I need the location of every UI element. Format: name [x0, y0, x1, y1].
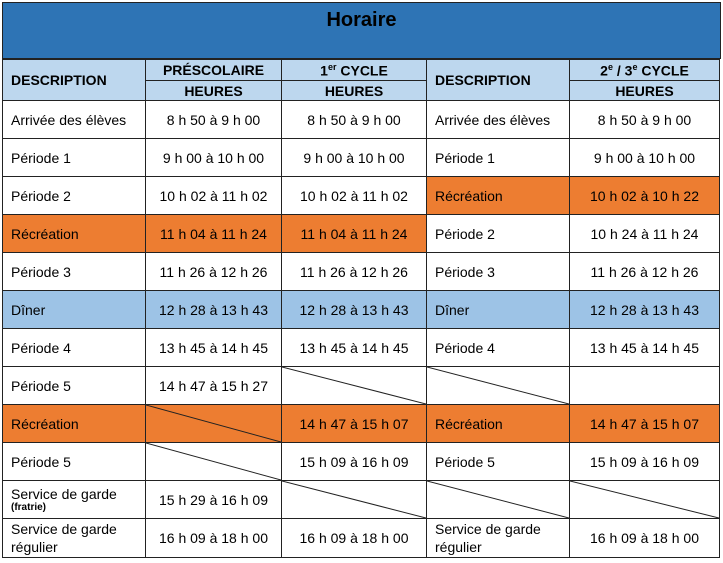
- time-cycle23: 8 h 50 à 9 h 00: [570, 101, 720, 139]
- row-label-left: Période 5: [3, 443, 146, 481]
- row-label-right: Période 2: [427, 215, 570, 253]
- header-cycle23: 2e / 3e CYCLE: [570, 60, 720, 81]
- time-cycle23: 16 h 09 à 18 h 00: [570, 519, 720, 558]
- table-row: [3, 519, 720, 558]
- time-cycle23: 9 h 00 à 10 h 00: [570, 139, 720, 177]
- row-label-right: Période 3: [427, 253, 570, 291]
- table-row: [3, 215, 720, 253]
- row-label-right: Service de garde régulier: [427, 519, 570, 558]
- table-row: [3, 443, 720, 481]
- empty-cell-slash: [427, 481, 570, 519]
- time-prescolaire: 10 h 02 à 11 h 02: [146, 177, 282, 215]
- header-heures-cycle1: HEURES: [282, 81, 427, 101]
- time-cycle23: 14 h 47 à 15 h 07: [570, 405, 720, 443]
- row-label-right: Dîner: [427, 291, 570, 329]
- row-label-left: Arrivée des élèves: [3, 101, 146, 139]
- table-row: [3, 139, 720, 177]
- table-row: [3, 253, 720, 291]
- row-label-sub: (fratrie): [11, 502, 47, 513]
- time-prescolaire: 14 h 47 à 15 h 27: [146, 367, 282, 405]
- empty-cell-slash: [570, 481, 720, 519]
- time-cycle1: 11 h 26 à 12 h 26: [282, 253, 427, 291]
- time-prescolaire: 11 h 26 à 12 h 26: [146, 253, 282, 291]
- empty-cell-slash: [282, 367, 427, 405]
- row-label-right: Période 4: [427, 329, 570, 367]
- header-description-right: DESCRIPTION: [427, 60, 570, 101]
- row-label-left: Récréation: [3, 405, 146, 443]
- row-label-right: Récréation: [427, 405, 570, 443]
- time-cycle23: 10 h 02 à 10 h 22: [570, 177, 720, 215]
- time-cycle23: 12 h 28 à 13 h 43: [570, 291, 720, 329]
- time-prescolaire: 8 h 50 à 9 h 00: [146, 101, 282, 139]
- empty-cell: [570, 367, 720, 405]
- row-label-left: Récréation: [3, 215, 146, 253]
- empty-cell-slash: [146, 405, 282, 443]
- time-cycle23: 11 h 26 à 12 h 26: [570, 253, 720, 291]
- row-label-left: Période 4: [3, 329, 146, 367]
- row-label-left: Période 1: [3, 139, 146, 177]
- page-title: Horaire: [326, 9, 397, 31]
- time-cycle1: 13 h 45 à 14 h 45: [282, 329, 427, 367]
- table-row: [3, 291, 720, 329]
- empty-cell-slash: [282, 481, 427, 519]
- row-label-left: Dîner: [3, 291, 146, 329]
- row-label-text: Service de garde: [11, 486, 117, 502]
- time-cycle1: 11 h 04 à 11 h 24: [282, 215, 427, 253]
- row-label-left: Période 2: [3, 177, 146, 215]
- row-label-left: [3, 481, 146, 519]
- header-heures-prescolaire: HEURES: [146, 81, 282, 101]
- header-prescolaire: PRÉSCOLAIRE: [146, 60, 282, 81]
- empty-cell-slash: [427, 367, 570, 405]
- table-row: [3, 329, 720, 367]
- row-label-right: Période 5: [427, 443, 570, 481]
- header-description-left: DESCRIPTION: [3, 60, 146, 101]
- time-prescolaire: 9 h 00 à 10 h 00: [146, 139, 282, 177]
- time-cycle23: 10 h 24 à 11 h 24: [570, 215, 720, 253]
- title-bar: [2, 2, 721, 59]
- row-label-right: Récréation: [427, 177, 570, 215]
- time-prescolaire: 12 h 28 à 13 h 43: [146, 291, 282, 329]
- header-heures-cycle23: HEURES: [570, 81, 720, 101]
- time-cycle1: 12 h 28 à 13 h 43: [282, 291, 427, 329]
- time-cycle23: 15 h 09 à 16 h 09: [570, 443, 720, 481]
- row-label-left: Service de garde régulier: [3, 519, 146, 558]
- table-row: [3, 177, 720, 215]
- table-row: [3, 367, 720, 405]
- time-prescolaire: 16 h 09 à 18 h 00: [146, 519, 282, 558]
- table-row: [3, 101, 720, 139]
- row-label-right: Période 1: [427, 139, 570, 177]
- time-cycle1: 8 h 50 à 9 h 00: [282, 101, 427, 139]
- row-label-left: Période 5: [3, 367, 146, 405]
- time-cycle1: 9 h 00 à 10 h 00: [282, 139, 427, 177]
- row-label-left: Période 3: [3, 253, 146, 291]
- time-prescolaire: 13 h 45 à 14 h 45: [146, 329, 282, 367]
- time-cycle1: 10 h 02 à 11 h 02: [282, 177, 427, 215]
- time-cycle1: 14 h 47 à 15 h 07: [282, 405, 427, 443]
- time-cycle1: 15 h 09 à 16 h 09: [282, 443, 427, 481]
- time-prescolaire: 15 h 29 à 16 h 09: [146, 481, 282, 519]
- time-cycle1: 16 h 09 à 18 h 00: [282, 519, 427, 558]
- empty-cell-slash: [146, 443, 282, 481]
- header-cycle1: 1er CYCLE: [282, 60, 427, 81]
- time-cycle23: 13 h 45 à 14 h 45: [570, 329, 720, 367]
- table-row: [3, 405, 720, 443]
- table-row: [3, 481, 720, 519]
- row-label-right: Arrivée des élèves: [427, 101, 570, 139]
- time-prescolaire: 11 h 04 à 11 h 24: [146, 215, 282, 253]
- schedule-grid: [2, 59, 720, 558]
